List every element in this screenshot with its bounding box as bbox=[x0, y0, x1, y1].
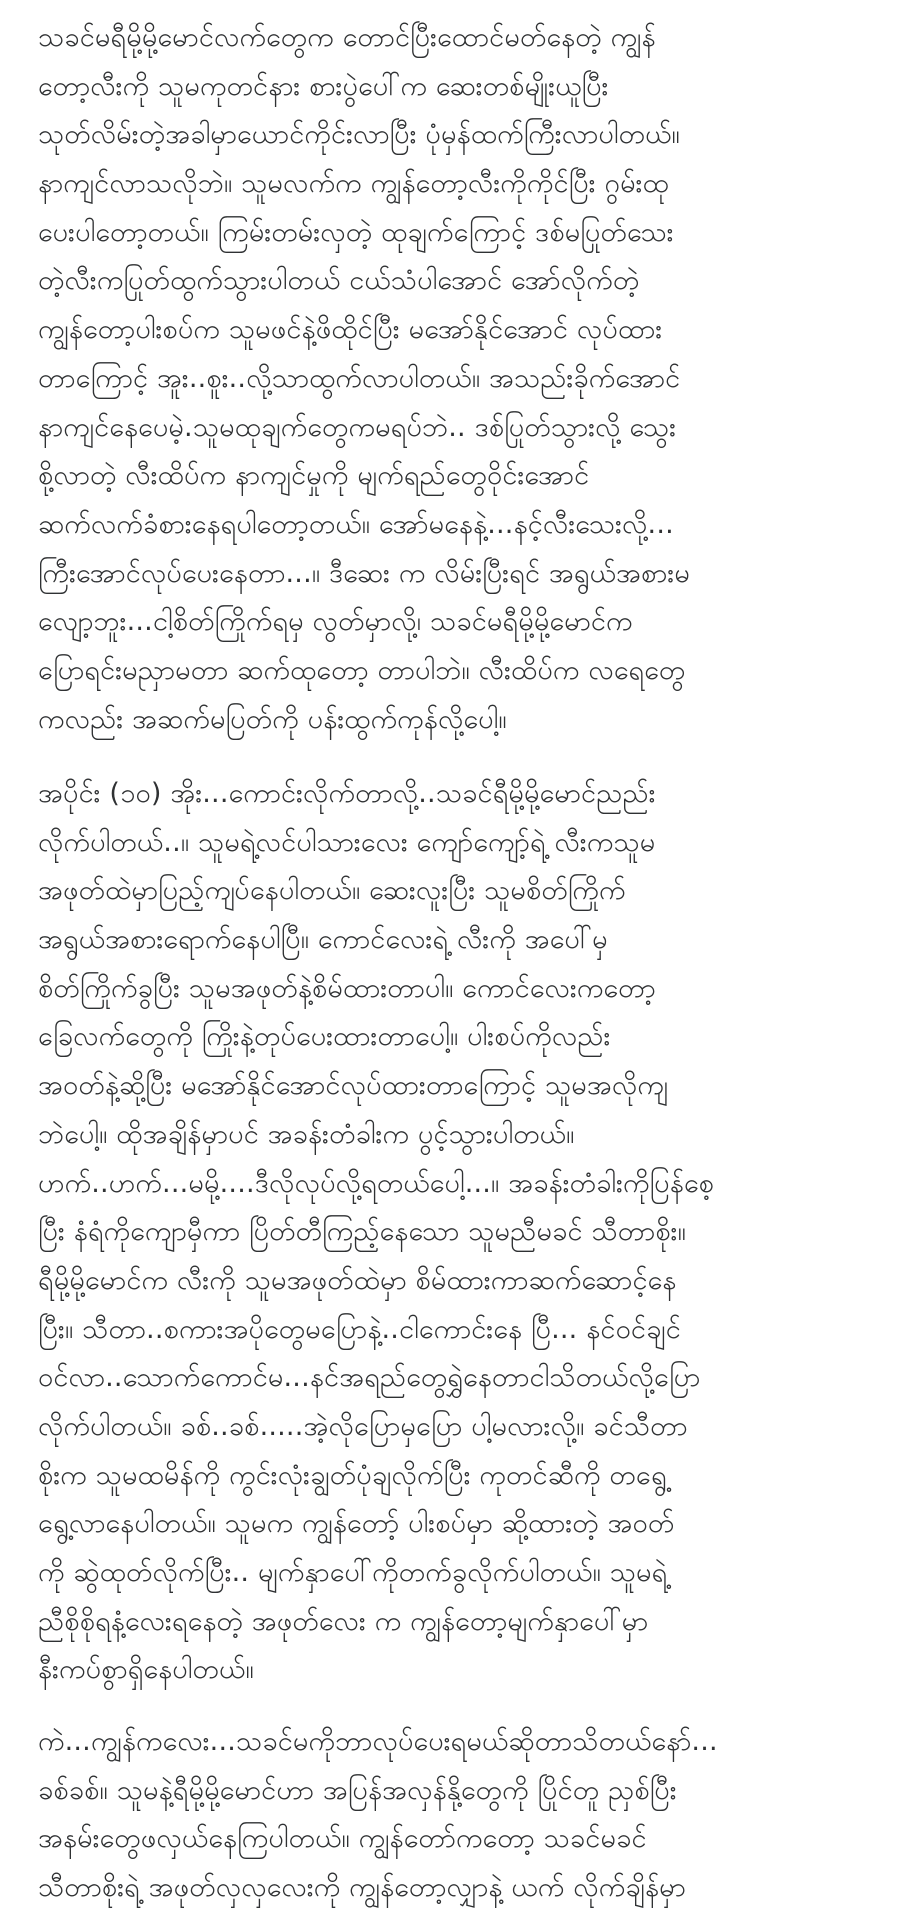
text-line: အဖုတ်ထဲမှာပြည့်ကျပ်နေပါတယ်။ ဆေးလူးပြီး သူမစိတ်ကြိုက် bbox=[38, 875, 626, 907]
text-line: လျော့ဘူး...ငါ့စိတ်ကြိုက်ရမှ လွတ်မှာလို့၊ သခင်မရီမို့မို့မောင်က bbox=[38, 606, 633, 638]
text-line: ဟက်..ဟက်...မမို့....ဒီလိုလုပ်လို့ရတယ်ပေါ့...။ အခန်းတံခါးကိုပြန်စေ့ bbox=[38, 1167, 714, 1199]
text-line: ဘဲပေါ့။ ထိုအချိန်မှာပင် အခန်းတံခါးက ပွင့်သွားပါတယ်။ bbox=[38, 1118, 575, 1150]
text-line: ပြီး။ သီတာ..စကားအပိုတွေမပြောနဲ့..ငါကောင်းနေ ပြီ... နင်ဝင်ချင် bbox=[38, 1313, 681, 1345]
text-line: တော့လီးကို သူမကုတင်နား စားပွဲပေါ်က ဆေးတစ်မျိုးယူပြီး bbox=[38, 70, 609, 102]
text-line: သီတာစိုးရဲ့ အဖုတ်လှလှလေးကို ကျွန်တော့လျှာနဲ့ ယက် လိုက်ချိန်မှာ bbox=[38, 1872, 686, 1904]
paragraph bbox=[38, 1718, 898, 1913]
text-line: ပြောရင်းမညှာမတာ ဆက်ထုတော့ တာပါဘဲ။ လီးထိပ်က လရေတွေ bbox=[38, 654, 686, 686]
text-line: ကျွန်တော့ပါးစပ်က သူမဖင်နဲ့ဖိထိုင်ပြီး မအော်နိုင်အောင် လုပ်ထား bbox=[38, 314, 663, 346]
text-line: စိုးက သူမထမိန်ကို ကွင်းလုံးချွတ်ပုံချလိုက်ပြီး ကုတင်ဆီကို တရွေ့ bbox=[38, 1459, 667, 1491]
text-line: ကြီးအောင်လုပ်ပေးနေတာ...။ ဒီဆေး က လိမ်းပြီးရင် အရွယ်အစားမ bbox=[38, 557, 690, 589]
text-line: သခင်မရီမို့မို့မောင်လက်တွေက တောင်ပြီးထောင်မတ်နေတဲ့ ကျွန် bbox=[38, 22, 656, 53]
text-line: လိုက်ပါတယ်..။ သူမရဲ့လင်ပါသားလေး ကျော်ကျော့်ရဲ့ လီးကသူမ bbox=[38, 826, 656, 858]
paragraph bbox=[38, 14, 898, 744]
text-line: ရီမို့မို့မောင်က လီးကို သူမအဖုတ်ထဲမှာ စိမ်ထားကာဆက်ဆောင့်နေ bbox=[38, 1264, 677, 1296]
text-line: အရွယ်အစားရောက်နေပါပြီ။ ကောင်လေးရဲ့ လီးကို အပေါ်မှ bbox=[38, 924, 608, 956]
text-line: ကလည်း အဆက်မပြတ်ကို ပန်းထွက်ကုန်လို့ပေါ့။ bbox=[38, 703, 507, 735]
text-line: ကို ဆွဲထုတ်လိုက်ပြီး.. မျက်နှာပေါ်ကိုတက်ခွလိုက်ပါတယ်။ သူမရဲ့ bbox=[38, 1557, 668, 1588]
text-line: အနမ်းတွေဖလှယ်နေကြပါတယ်။ ကျွန်တော်ကတော့ သခင်မခင် bbox=[38, 1823, 647, 1855]
text-line: ခစ်ခစ်။ သူမနဲ့ရီမို့မို့မောင်ဟာ အပြန်အလှန်နို့တွေကို ပြိုင်တူ ညှစ်ပြီး bbox=[38, 1774, 677, 1806]
paragraph bbox=[38, 770, 898, 1695]
text-line: နီးကပ်စွာရှိနေပါတယ်။ bbox=[38, 1654, 254, 1686]
text-line: စို့လာတဲ့ လီးထိပ်က နာကျင်မှုကို မျက်ရည်တွေဝိုင်းအောင် bbox=[38, 460, 590, 492]
text-line: တာကြောင့် အူး..စူး..လို့သာထွက်လာပါတယ်။ အသည်းခိုက်အောင် bbox=[38, 362, 681, 394]
text-line: အဝတ်နဲ့ဆို့ပြီး မအော်နိုင်အောင်လုပ်ထားတာကြောင့် သူမအလိုကျ bbox=[38, 1070, 669, 1102]
text-line: ပြီး နံရံကိုကျောမှီကာ ပြိတ်တီကြည့်နေသော သူမညီမခင် သီတာစိုး။ bbox=[38, 1216, 686, 1248]
text-line: နာကျင်နေပေမဲ့.သူမထုချက်တွေကမရပ်ဘဲ.. ဒစ်ပြုတ်သွားလို့ သွေး bbox=[38, 411, 677, 443]
text-line: စိတ်ကြိုက်ခွပြီး သူမအဖုတ်နဲ့စိမ်ထားတာပါ။ ကောင်လေးကတော့ bbox=[38, 972, 656, 1004]
text-line: သုတ်လိမ်းတဲ့အခါမှာယောင်ကိုင်းလာပြီး ပုံမှန်ထက်ကြီးလာပါတယ်။ bbox=[38, 119, 680, 151]
text-line: ဝင်လာ..သောက်ကောင်မ...နင်အရည်တွေရွှဲနေတာငါသိတယ်လို့ပြော bbox=[38, 1362, 701, 1394]
text-line: ရွေ့လာနေပါတယ်။ သူမက ကျွန်တော့် ပါးစပ်မှာ ဆို့ထားတဲ့ အဝတ် bbox=[38, 1508, 675, 1540]
text-line: ခြေလက်တွေကို ကြိုးနဲ့တုပ်ပေးထားတာပေါ့။ ပါးစပ်ကိုလည်း bbox=[38, 1021, 611, 1053]
text-line: နာကျင်လာသလိုဘဲ။ သူမလက်က ကျွန်တော့လီးကိုကိုင်ပြီး ဂွမ်းထု bbox=[38, 168, 669, 200]
text-line: ညီစိုစိုရနံ့လေးရနေတဲ့ အဖုတ်လေး က ကျွန်တော့မျက်နှာပေါ်မှာ bbox=[38, 1605, 649, 1637]
text-line: ဆက်လက်ခံစားနေရပါတော့တယ်။ အော်မနေနဲ့...နင့်လီးသေးလို့... bbox=[38, 508, 674, 540]
text-line: ပေးပါတော့တယ်။ ကြမ်းတမ်းလှတဲ့ ထုချက်ကြောင့် ဒစ်မပြုတ်သေး bbox=[38, 216, 674, 248]
text-line: တဲ့လီးကပြုတ်ထွက်သွားပါတယ် ငယ်သံပါအောင် အော်လိုက်တဲ့ bbox=[38, 265, 640, 297]
text-line: လိုက်ပါတယ်။ ခစ်..ခစ်.....အဲ့လိုပြောမှပြော ပါ့မလားလို့။ ခင်သီတာ bbox=[38, 1410, 688, 1442]
text-line: အပိုင်း (၁၀) အိုး...ကောင်းလိုက်တာလို့..သခင်ရီမို့မို့မောင်ညည်း bbox=[38, 778, 656, 809]
text-line: ကဲ...ကျွန်ကလေး...သခင်မကိုဘာလုပ်ပေးရမယ်ဆိုတာသိတယ်နော်... bbox=[38, 1726, 718, 1757]
